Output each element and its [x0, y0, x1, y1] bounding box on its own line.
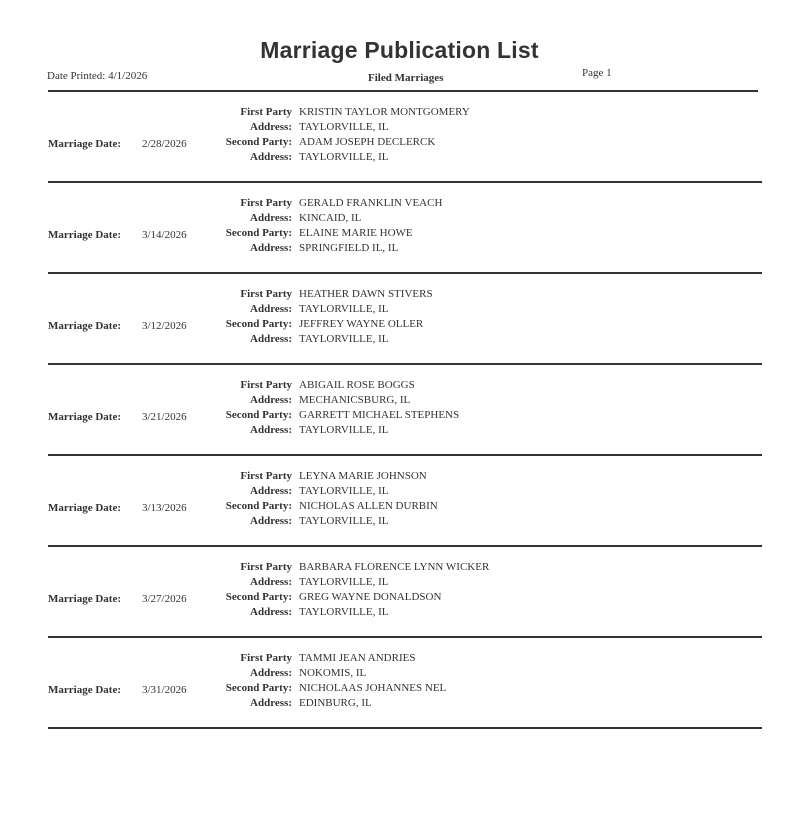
first-party-label: First Party [240, 470, 292, 482]
first-address-label: Address: [250, 667, 292, 679]
second-party-name: JEFFREY WAYNE OLLER [299, 318, 424, 330]
marriage-record [48, 363, 760, 454]
first-party-address: TAYLORVILLE, IL [299, 576, 389, 588]
second-party-name: ADAM JOSEPH DECLERCK [299, 136, 436, 148]
first-party-label: First Party [240, 379, 292, 391]
first-address-label: Address: [250, 121, 292, 133]
second-party-address: TAYLORVILLE, IL [299, 606, 389, 618]
marriage-date-label: Marriage Date: [48, 320, 121, 332]
first-party-name: LEYNA MARIE JOHNSON [299, 470, 427, 482]
second-party-name: NICHOLAAS JOHANNES NEL [299, 682, 447, 694]
marriage-record [48, 454, 760, 545]
date-printed: Date Printed: 4/1/2026 [47, 70, 148, 82]
marriage-date-label: Marriage Date: [48, 684, 121, 696]
first-party-label: First Party [240, 106, 292, 118]
second-party-label: Second Party: [225, 227, 292, 239]
separator-rule [48, 727, 762, 729]
second-address-label: Address: [250, 515, 292, 527]
marriage-record [48, 636, 760, 727]
second-party-address: EDINBURG, IL [299, 697, 372, 709]
marriage-date-value: 3/21/2026 [142, 411, 187, 423]
first-party-name: KRISTIN TAYLOR MONTGOMERY [299, 106, 470, 118]
second-party-address: TAYLORVILLE, IL [299, 424, 389, 436]
second-party-name: GREG WAYNE DONALDSON [299, 591, 442, 603]
first-party-name: HEATHER DAWN STIVERS [299, 288, 433, 300]
first-party-label: First Party [240, 288, 292, 300]
second-address-label: Address: [250, 333, 292, 345]
marriage-record [48, 90, 760, 181]
second-address-label: Address: [250, 151, 292, 163]
second-party-label: Second Party: [225, 136, 292, 148]
second-address-label: Address: [250, 242, 292, 254]
marriage-date-label: Marriage Date: [48, 411, 121, 423]
marriage-date-label: Marriage Date: [48, 138, 121, 150]
marriage-date-value: 3/31/2026 [142, 684, 187, 696]
second-party-address: SPRINGFIELD IL, IL [299, 242, 399, 254]
first-address-label: Address: [250, 394, 292, 406]
page-title: Marriage Publication List [260, 37, 539, 63]
first-party-label: First Party [240, 652, 292, 664]
first-address-label: Address: [250, 485, 292, 497]
first-party-address: MECHANICSBURG, IL [299, 394, 411, 406]
second-party-address: TAYLORVILLE, IL [299, 151, 389, 163]
page-number: Page 1 [582, 67, 612, 79]
first-party-address: TAYLORVILLE, IL [299, 303, 389, 315]
marriage-date-value: 3/14/2026 [142, 229, 187, 241]
second-party-label: Second Party: [225, 682, 292, 694]
marriage-record [48, 272, 760, 363]
first-address-label: Address: [250, 212, 292, 224]
second-party-name: NICHOLAS ALLEN DURBIN [299, 500, 438, 512]
second-party-label: Second Party: [225, 409, 292, 421]
marriage-date-value: 2/28/2026 [142, 138, 187, 150]
second-address-label: Address: [250, 606, 292, 618]
first-party-name: GERALD FRANKLIN VEACH [299, 197, 443, 209]
report-subtitle: Filed Marriages [368, 72, 444, 84]
second-party-name: ELAINE MARIE HOWE [299, 227, 413, 239]
first-party-address: TAYLORVILLE, IL [299, 485, 389, 497]
marriage-date-label: Marriage Date: [48, 229, 121, 241]
second-party-address: TAYLORVILLE, IL [299, 515, 389, 527]
marriage-date-value: 3/13/2026 [142, 502, 187, 514]
marriage-date-label: Marriage Date: [48, 502, 121, 514]
first-party-address: KINCAID, IL [299, 212, 362, 224]
second-party-label: Second Party: [225, 591, 292, 603]
first-party-label: First Party [240, 561, 292, 573]
first-party-label: First Party [240, 197, 292, 209]
second-address-label: Address: [250, 424, 292, 436]
marriage-date-label: Marriage Date: [48, 593, 121, 605]
marriage-record [48, 545, 760, 636]
first-address-label: Address: [250, 576, 292, 588]
second-party-label: Second Party: [225, 318, 292, 330]
first-address-label: Address: [250, 303, 292, 315]
second-party-label: Second Party: [225, 500, 292, 512]
first-party-address: NOKOMIS, IL [299, 667, 367, 679]
second-party-address: TAYLORVILLE, IL [299, 333, 389, 345]
marriage-date-value: 3/27/2026 [142, 593, 187, 605]
second-address-label: Address: [250, 697, 292, 709]
marriage-date-value: 3/12/2026 [142, 320, 187, 332]
second-party-name: GARRETT MICHAEL STEPHENS [299, 409, 460, 421]
first-party-address: TAYLORVILLE, IL [299, 121, 389, 133]
marriage-record [48, 181, 760, 272]
first-party-name: ABIGAIL ROSE BOGGS [299, 379, 415, 391]
first-party-name: TAMMI JEAN ANDRIES [299, 652, 416, 664]
first-party-name: BARBARA FLORENCE LYNN WICKER [299, 561, 490, 573]
